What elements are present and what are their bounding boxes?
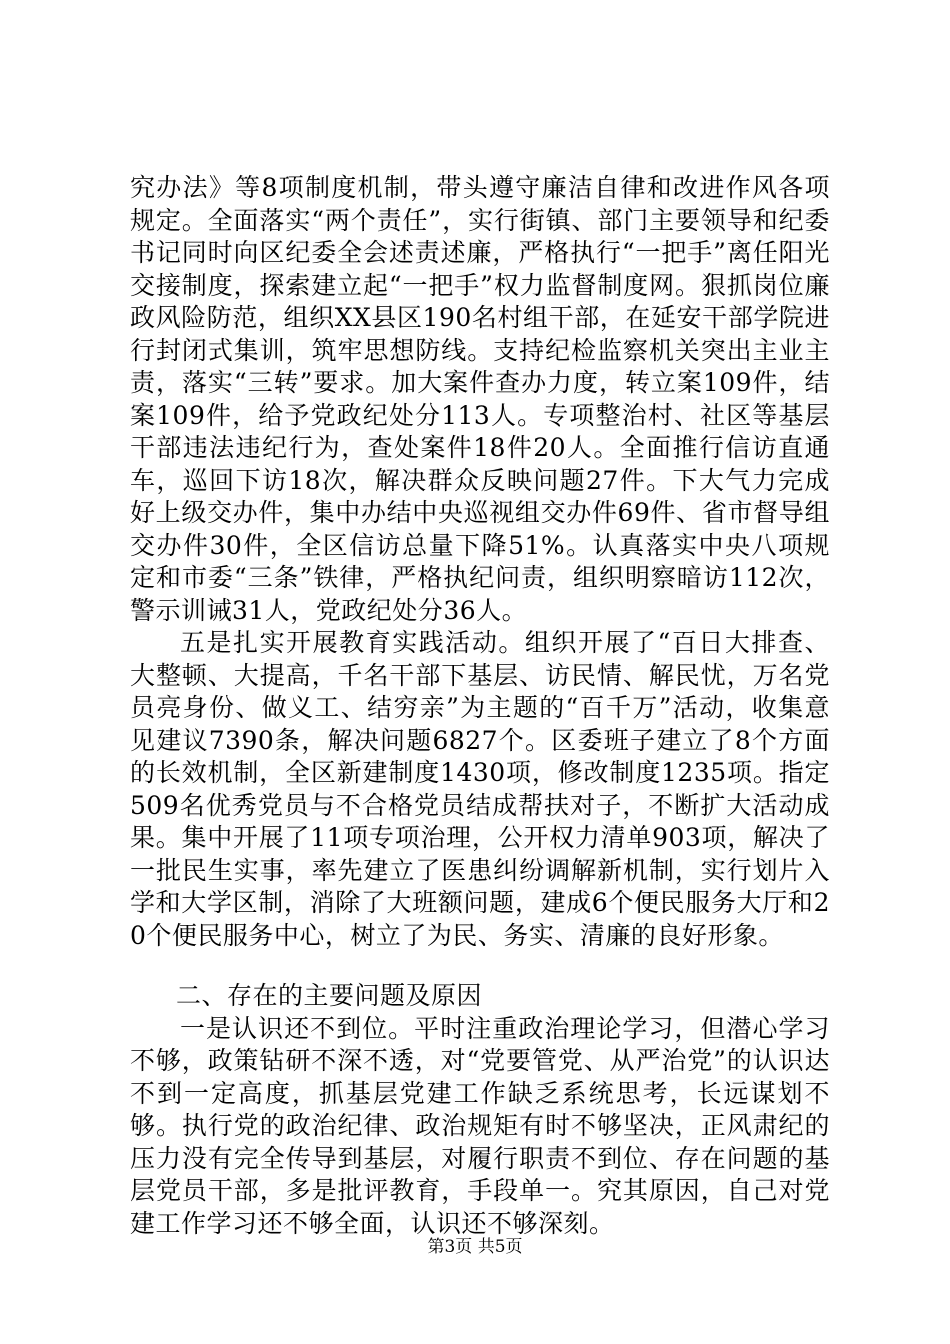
page-footer: 第3页 共5页 [427, 1237, 523, 1257]
section-heading: 二、存在的主要问题及原因 [176, 981, 483, 1010]
paragraph-continued: 究办法》等8项制度机制，带头遵守廉洁自律和改进作风各项规定。全面落实“两个责任”，实行街镇、部门主要领导和纪委书记同时向区纪委全会述责述廉，严格执行“一把手”离任阳光交接制度，探索建立起“一把手”权力监督制度网。狠抓岗位廉政风险防范，组织XX县区190名村组干部，在延安干部学院进行封闭式集训，筑牢思想防线。支持纪检监察机关突出主业主责，落实“三转”要求。加大案件查办力度，转立案109件，结案109件，给予党政纪处分113人。专项整治村、社区等基层干部违法违纪行为，查处案件18件20人。全面推行信访直通车，巡回下访18次，解决群众反映问题27件。下大气力完成好上级交办件，集中办结中央巡视组交办件69件、省市督导组交办件30件，全区信访总量下降51%。认真落实中央八项规定和市委“三条”铁律，严格执纪问责，组织明察暗访112次，警示训诫31人，党政纪处分36人。 [130, 173, 830, 625]
document-body [130, 172, 830, 1240]
paragraph-education-practice: 五是扎实开展教育实践活动。组织开展了“百日大排查、大整顿、大提高，千名干部下基层、访民情、解民忧，万名党员亮身份、做义工、结穷亲”为主题的“百千万”活动，收集意见建议7390条，解决问题6827个。区委班子建立了8个方面的长效机制，全区新建制度1430项，修改制度1235项。指定509名优秀党员与不合格党员结成帮扶对子，不断扩大活动成果。集中开展了11项专项治理，公开权力清单903项，解决了一批民生实事，率先建立了医患纠纷调解新机制，实行划片入学和大学区制，消除了大班额问题，建成6个便民服务大厅和20个便民服务中心，树立了为民、务实、清廉的良好形象。 [130, 628, 830, 950]
paragraph-awareness: 一是认识还不到位。平时注重政治理论学习，但潜心学习不够，政策钻研不深不透，对“党要管党、从严治党”的认识达不到一定高度，抓基层党建工作缺乏系统思考，长远谋划不够。执行党的政治纪律、政治规矩有时不够坚决，正风肃纪的压力没有完全传导到基层，对履行职责不到位、存在问题的基层党员干部，多是批评教育，手段单一。究其原因，自己对党建工作学习还不够全面，认识还不够深刻。 [130, 1013, 830, 1238]
